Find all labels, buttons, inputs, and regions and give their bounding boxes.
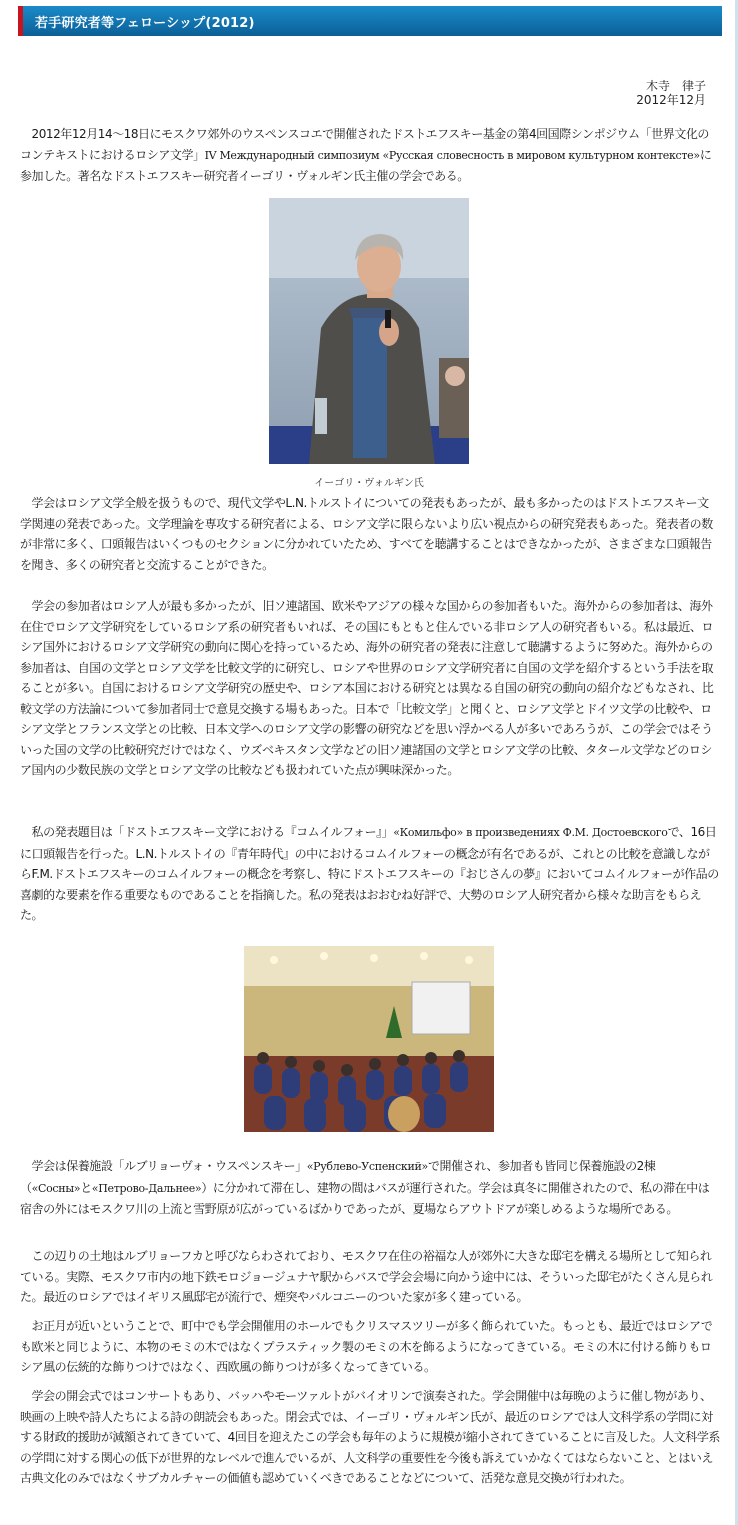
intro-text: 2012年12月14〜18日にモスクワ郊外のウスペンスコエで開催されたドストエフスキー基金の第4回国際シンポジウム「世界文化のコンテキストにおけるロシア文学」: [20, 127, 709, 162]
building-2-russian: «Петрово-Дальнее»: [91, 1181, 202, 1195]
paragraph-participants: 学会の参加者はロシア人が最も多かったが、旧ソ連諸国、欧米やアジアの様々な国からの参加者もいた。海外からの参加者は、海外在住でロシア文学研究をしているロシア系の研究者もいれば、その国にもともと住んでいる非ロシア人の研究者もいる。私は最近、ロシア国外におけるロシア文学研究の動向に関心を持っているため、海外の研究者の発表に注意して聴講するように努めた。海外からの参加者は、自国の文学とロシア文学を比較文学的に研究し、ロシアや世界のロシア文学研究者に自国の文学を紹介するという手法を取ることが多い。自国におけるロシア文学研究の歴史や、ロシア本国における研究とは異なる自国の研究の動向の紹介などもなされ、比較文学の方法論について参加者同士で意見交換する場もあった。日本で「比較文学」と聞くと、ロシア文学とドイツ文学の比較や、ロシア文学とフランス文学との比較、日本文学へのロシア文学の影響の研究などを思い浮かべる人が多いであろうが、この学会ではそういった国の文学の比較研究だけではなく、ウズベキスタン文学などの旧ソ連諸国の文学とロシア文学の比較、タタール文学などのロシア国内の少数民族の文学とロシア文学の比較なども扱われていた点が興味深かった。: [20, 599, 714, 777]
venue-text-2: で開催され、参加者も皆同じ保養施設の2棟（: [20, 1159, 656, 1195]
paragraph-christmas: お正月が近いということで、町中でも学会開催用のホールでもクリスマスツリーが多く飾られていた。もっとも、最近ではロシアでも欧米と同じように、本物のモミの木ではなくプラスティック製のモミの木を飾るようになってきている。モミの木に付ける飾りもロシア風の伝統的な飾りつけではなく、西欧風の飾りつけが多くなってきている。: [20, 1319, 713, 1374]
building-1-russian: «Сосны»: [31, 1181, 81, 1195]
venue-text-4: ）に分かれて滞在し、建物の間はバスが運行された。学会は真冬に開催されたので、私の滞在中は宿舎の外にはモスクワ川の上流と雪野原が広がっているばかりであったが、夏場ならアウトドアが楽しめるような場所である。: [20, 1180, 710, 1216]
paragraph-intro: [20, 124, 720, 187]
paragraph-ceremony: 学会の開会式ではコンサートもあり、バッハやモーツァルトがバイオリンで演奏された。学会開催中は毎晩のように催し物があり、映画の上映や詩人たちによる詩の朗読会もあった。閉会式では、イーゴリ・ヴォルギン氏が、最近のロシアでは人文科学系の学問に対する財政的援助が減額されてきていて、4回目を迎えたこの学会も毎年のように規模が縮小されてきていることに言及した。人文科学系の学問に対する関心の低下が世界的なレベルで進んでいるが、人文科学の重要性を今後も訴えていかなくてはならないこと、とはいえ古典文化のみではなくサブカルチャーの価値も認めていくべきであることなどについて、活発な意見交換が行われた。: [20, 1389, 720, 1485]
byline: [636, 79, 706, 107]
venue-text: 学会は保養施設「ルブリョーヴォ・ウスペンスキー」: [20, 1159, 307, 1173]
paragraph-conference-overview: 学会はロシア文学全般を扱うもので、現代文学やL.N.トルストイについての発表もあったが、最も多かったのはドストエフスキー文学関連の発表であった。文学理論を専攻する研究者による、ロシア文学に限らないより広い視点からの研究発表もあった。発表者の数が非常に多く、口頭報告はいくつものセクションに分かれていたため、すべてを聴講することはできなかったが、さまざまな口頭報告を聞き、多くの研究者と交流することができた。: [20, 496, 713, 572]
paragraph-venue: [20, 1156, 720, 1220]
portrait-photo: [269, 198, 469, 464]
intro-text-end: に参加した。著名なドストエフスキー研究者イーゴリ・ヴォルギン氏主催の学会である。: [20, 147, 712, 183]
portrait-caption: イーゴリ・ヴォルギン氏: [314, 478, 424, 489]
paragraph-presentation: [20, 822, 720, 926]
venue-text-3: と: [80, 1180, 92, 1195]
presentation-title-russian: «Комильфо» в произведениях Ф.М. Достоевского: [393, 826, 668, 839]
symposium-title-russian: IV Международный симпозиум «Русская словесность в мировом культурном контексте»: [204, 148, 700, 162]
presentation-text: 私の発表題目は「ドストエフスキー文学における『コムイルフォー』」: [20, 825, 394, 839]
section-header: [18, 6, 722, 36]
article-date: 2012年12月: [636, 93, 706, 107]
paragraph-rublyovka: この辺りの土地はルブリョーフカと呼びならわされており、モスクワ在住の裕福な人が郊外に大きな邸宅を構える場所として知られている。実際、モスクワ市内の地下鉄モロジョージュナヤ駅からバスで学会会場に向かう途中には、そういった邸宅がたくさん見られた。最近のロシアではイギリス風邸宅が流行で、煙突やバルコニーのついた家が多く建っている。: [20, 1249, 713, 1304]
page-title: 若手研究者等フェローシップ(2012): [35, 16, 255, 31]
author-name: 木寺 律子: [645, 79, 706, 93]
presentation-text-end: で、16日に口頭報告を行った。L.N.トルストイの『青年時代』の中におけるコムイルフォーの概念が有名であるが、これとの比較を意識しながらF.M.ドストエフスキーのコムイルフォーの概念を考察し、特にドストエフスキーの『おじさんの夢』においてコムイルフォーが作品の喜劇的な要素を作る重要なものであることを指摘した。私の発表はおおむね好評で、大勢のロシア人研究者から様々な助言をもらえた。: [20, 825, 719, 922]
venue-name-russian: «Рублево-Успенский»: [306, 1160, 428, 1173]
conference-hall-photo: [244, 946, 494, 1132]
